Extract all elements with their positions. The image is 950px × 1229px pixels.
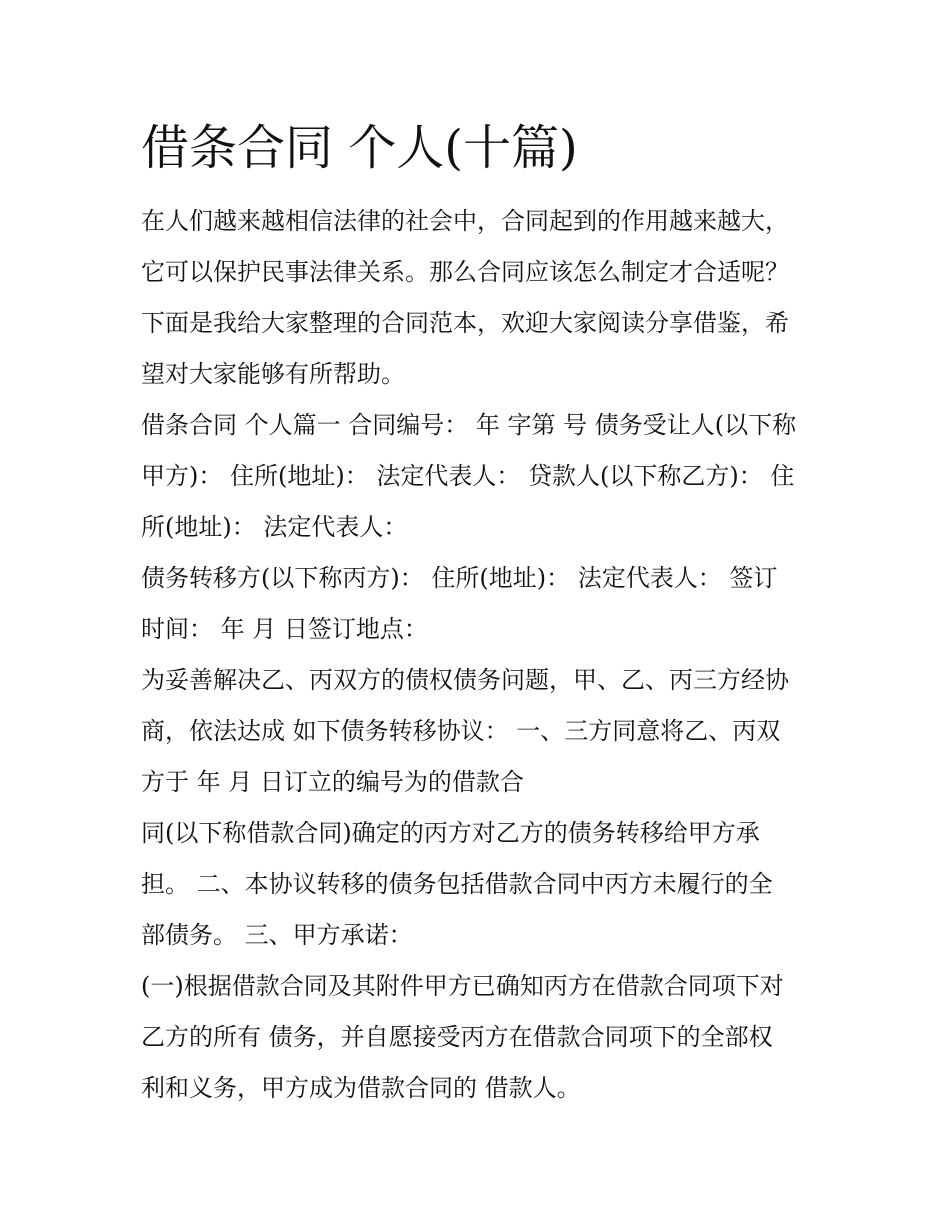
text-line: 方于 年 月 日订立的编号为的借款合 bbox=[141, 768, 524, 796]
text-line: 乙方的所有 债务，并自愿接受丙方在借款合同项下的全部权 bbox=[141, 1023, 773, 1051]
document-body bbox=[141, 196, 831, 1114]
text-line: 借条合同 个人篇一 合同编号： 年 字第 号 债务受让人(以下称 bbox=[141, 411, 797, 439]
text-line: 它可以保护民事法律关系。那么合同应该怎么制定才合适呢？ bbox=[141, 258, 789, 286]
text-line: 甲方)： 住所(地址)： 法定代表人： 贷款人(以下称乙方)： 住 bbox=[141, 462, 795, 490]
text-line: 为妥善解决乙、丙双方的债权债务问题，甲、乙、丙三方经协 bbox=[141, 666, 789, 694]
text-line: 在人们越来越相信法律的社会中，合同起到的作用越来越大， bbox=[141, 207, 789, 235]
text-line: (一)根据借款合同及其附件甲方已确知丙方在借款合同项下对 bbox=[141, 972, 784, 1000]
text-line: 部债务。 三、甲方承诺： bbox=[141, 921, 413, 949]
text-line: 时间： 年 月 日签订地点： bbox=[141, 615, 428, 643]
text-line: 担。 二、本协议转移的债务包括借款合同中丙方未履行的全 bbox=[141, 870, 773, 898]
text-line: 利和义务，甲方成为借款合同的 借款人。 bbox=[141, 1074, 581, 1102]
text-line: 债务转移方(以下称丙方)： 住所(地址)： 法定代表人： 签订 bbox=[141, 564, 778, 592]
text-line: 下面是我给大家整理的合同范本，欢迎大家阅读分享借鉴，希 bbox=[141, 309, 789, 337]
text-line: 同(以下称借款合同)确定的丙方对乙方的债务转移给甲方承 bbox=[141, 819, 760, 847]
text-line: 商，依法达成 如下债务转移协议： 一、三方同意将乙、丙双 bbox=[141, 717, 781, 745]
text-line: 望对大家能够有所帮助。 bbox=[141, 360, 405, 388]
document-title: 借条合同 个人(十篇) bbox=[141, 120, 578, 176]
text-line: 所(地址)： 法定代表人： bbox=[141, 513, 408, 541]
